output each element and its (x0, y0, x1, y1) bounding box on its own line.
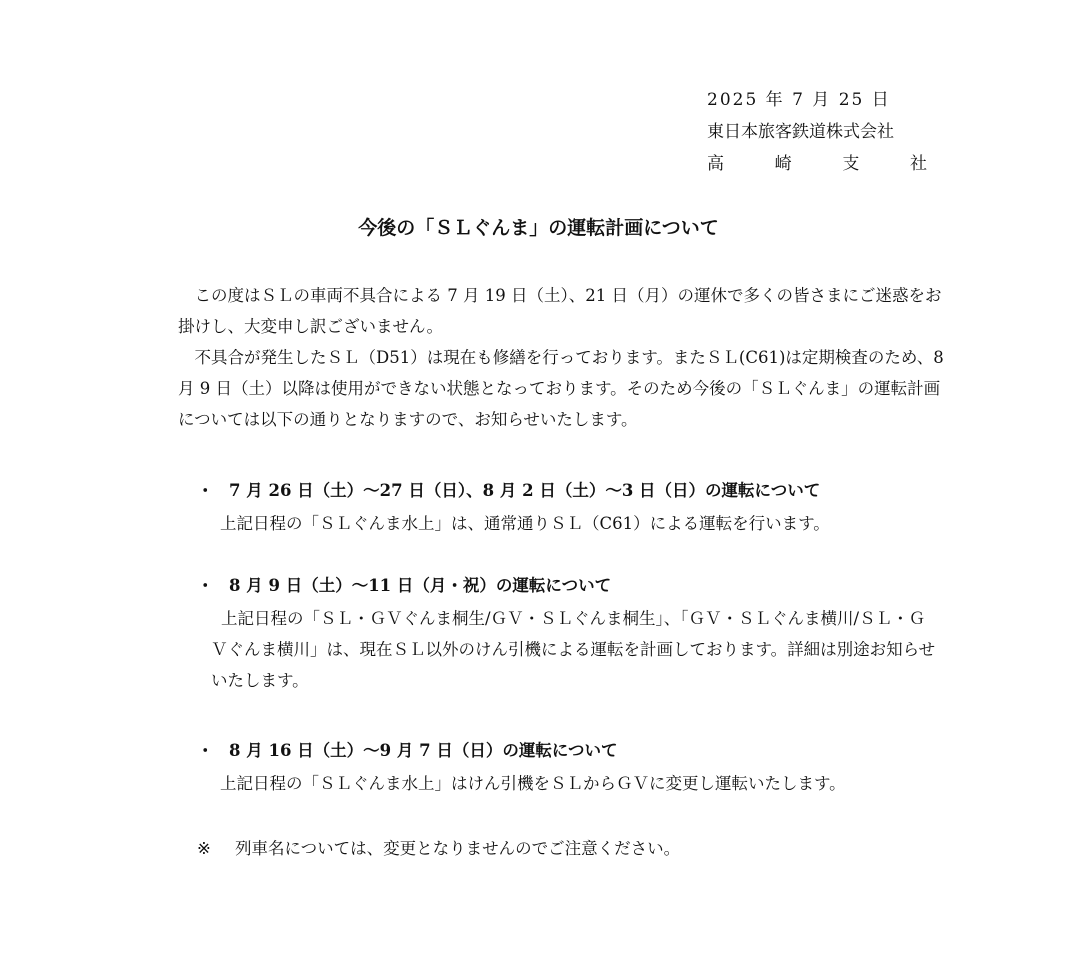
section-body: 上記日程の「ＳＬぐんま水上」は、通常通りＳＬ（C61）による運転を行います。 (220, 514, 830, 533)
branch-char: 高 (707, 154, 724, 174)
section-heading (197, 570, 957, 601)
section-body: 上記日程の「ＳＬぐんま水上」はけん引機をＳＬからＧＶに変更し運転いたします。 (220, 774, 846, 793)
section-heading-text: 7 月 26 日（土）～27 日（日）、8 月 2 日（土）～3 日（日）の運転について (229, 481, 821, 500)
document-title: 今後の「ＳＬぐんま」の運転計画について (358, 217, 719, 239)
schedule-section-2 (197, 570, 957, 696)
bullet-mark: ・ (197, 576, 214, 595)
section-body-text: 上記日程の「ＳＬ・ＧＶぐんま桐生/ＧＶ・ＳＬぐんま桐生」、「ＧＶ・ＳＬぐんま横川/ＳＬ・ＧＶぐんま横川」は、現在ＳＬ以外のけん引機による運転を計画しております。詳細は別途お知らせいたします。 (211, 609, 936, 690)
company-name: 東日本旅客鉄道株式会社 (707, 122, 894, 142)
intro-paragraph-1: この度はＳＬの車両不具合による 7 月 19 日（土）、21 日（月）の運休で多くの皆さまにご迷惑をお掛けし、大変申し訳ございません。 (178, 286, 942, 336)
footnote-text: 列車名については、変更となりませんのでご注意ください。 (235, 839, 681, 858)
section-body (197, 603, 941, 696)
intro-paragraph-2: 不具合が発生したＳＬ（D51）は現在も修繕を行っております。またＳＬ(C61)は定期検査のため、8 月 9 日（土）以降は使用ができない状態となっております。そのため今後の「ＳＬぐんま」の運転計画については以下の通りとなりますので、お知らせいたします。 (178, 348, 944, 429)
schedule-section-1 (197, 475, 957, 539)
schedule-section-3 (197, 735, 957, 799)
branch-name (707, 148, 927, 180)
section-heading (197, 735, 957, 766)
document-header (707, 84, 927, 180)
bullet-mark: ・ (197, 481, 214, 500)
branch-char: 崎 (774, 154, 792, 174)
bullet-mark: ・ (197, 741, 214, 760)
intro-text (178, 280, 948, 435)
branch-char: 支 (842, 154, 860, 174)
issue-date: 2025 年 7 月 25 日 (707, 90, 891, 110)
reference-mark: ※ (197, 839, 211, 858)
section-heading-text: 8 月 16 日（土）～9 月 7 日（日）の運転について (229, 741, 618, 760)
section-heading (197, 475, 957, 506)
branch-char: 社 (909, 154, 927, 174)
footnote (197, 833, 680, 864)
section-heading-text: 8 月 9 日（土）～11 日（月・祝）の運転について (229, 576, 612, 595)
